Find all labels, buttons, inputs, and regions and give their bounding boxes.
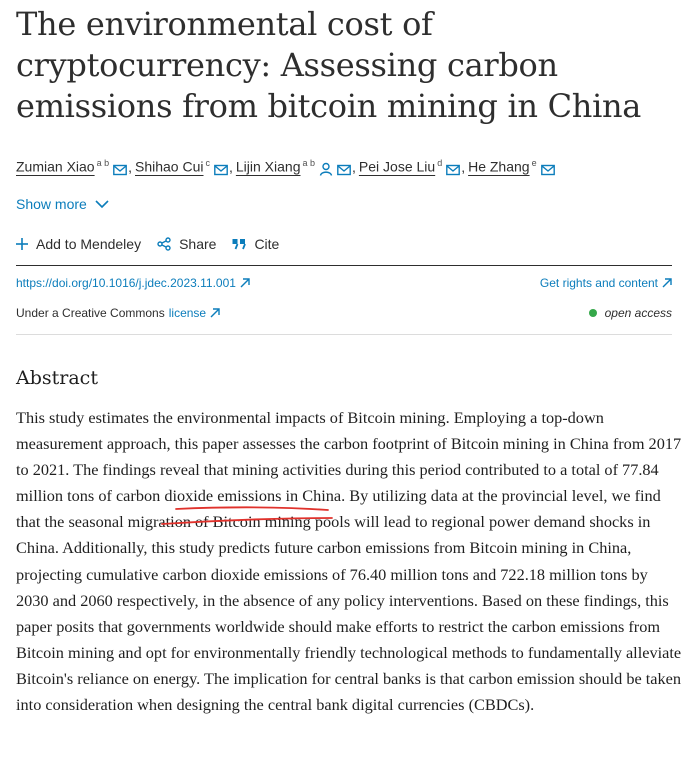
section-divider — [16, 334, 672, 335]
license-prefix: Under a Creative Commons — [16, 306, 165, 320]
license-statement — [16, 306, 220, 320]
add-to-mendeley-button[interactable] — [16, 236, 141, 252]
author-list — [16, 153, 686, 177]
person-icon[interactable] — [319, 162, 333, 176]
show-more-label: Show more — [16, 196, 87, 212]
license-row — [16, 306, 672, 320]
abstract-text: This study estimates the environmental impacts of Bitcoin mining. Employing a top-down measurement approach, this paper assesses the carbon footprint of Bitcoin mining in China from 2017 to 2021. The findings reveal that mining activities during this period contributed to a total of 77.84 million tons of carbon dioxide emissions in China. By utilizing data at the provincial level, we find that the seasonal migration of Bitcoin mining pools will lead to regional power demand shocks in China. Additionally, this study predicts future carbon emissions from Bitcoin mining in China, projecting cumulative carbon dioxide emissions of 76.40 million tons and 722.18 million tons by 2030 and 2060 respectively, in the absence of any policy interventions. Based on these findings, this paper posits that governments worldwide should make efforts to restrict the carbon emissions from Bitcoin mining and opt for environmentally friendly technological methods to fundamentally alleviate Bitcoin's reliance on energy. The implication for central banks is that carbon emission should be taken into consideration when designing the central bank digital currencies (CBDCs). — [16, 408, 682, 715]
author-separator: , — [461, 158, 466, 175]
license-link[interactable]: license — [168, 306, 207, 320]
cite-button[interactable] — [232, 236, 279, 252]
author-name[interactable]: He Zhang — [468, 158, 530, 175]
abstract-heading: Abstract — [16, 367, 98, 389]
envelope-icon[interactable] — [446, 164, 460, 176]
author-name[interactable]: Shihao Cui — [135, 158, 204, 175]
author-affiliation: a b — [302, 158, 316, 168]
arrow-up-right-icon — [240, 278, 250, 288]
header-rule — [16, 265, 672, 266]
show-more-button[interactable] — [16, 196, 109, 212]
article-actions — [16, 236, 295, 252]
envelope-icon[interactable] — [337, 164, 351, 176]
open-access-label: open access — [604, 306, 672, 320]
open-access-badge — [589, 306, 672, 320]
chevron-down-icon — [95, 199, 109, 209]
plus-icon — [16, 238, 28, 250]
share-icon — [157, 237, 171, 251]
envelope-icon[interactable] — [113, 164, 127, 176]
share-button[interactable] — [157, 236, 216, 252]
cite-label: Cite — [254, 236, 280, 252]
doi-text: https://doi.org/10.1016/j.jdec.2023.11.001 — [16, 276, 236, 290]
doi-link[interactable] — [16, 276, 250, 290]
author-separator: , — [229, 158, 233, 175]
arrow-up-right-icon — [210, 308, 220, 318]
author-name[interactable]: Pei Jose Liu — [358, 158, 436, 175]
author-separator: , — [352, 158, 356, 175]
author-name[interactable]: Lijin Xiang — [235, 158, 301, 175]
arrow-up-right-icon — [662, 278, 672, 288]
open-access-dot — [589, 309, 597, 317]
doi-row — [16, 276, 672, 290]
get-rights-link[interactable] — [540, 276, 672, 290]
author-separator: , — [128, 158, 132, 175]
author-name[interactable]: Zumian Xiao — [16, 158, 95, 175]
author-affiliation: e — [531, 158, 537, 168]
article-title: The environmental cost of cryptocurrency: Assessing carbon emissions from bitcoin mining in China — [16, 5, 642, 125]
envelope-icon[interactable] — [214, 164, 228, 176]
author-affiliation: c — [205, 158, 210, 168]
quote-icon — [232, 238, 246, 250]
author-affiliation: a b — [96, 158, 110, 168]
share-label: Share — [179, 236, 217, 252]
envelope-icon[interactable] — [541, 164, 555, 176]
add-to-mendeley-label: Add to Mendeley — [36, 236, 142, 252]
get-rights-label: Get rights and content — [539, 276, 658, 290]
author-affiliation: d — [437, 158, 443, 168]
